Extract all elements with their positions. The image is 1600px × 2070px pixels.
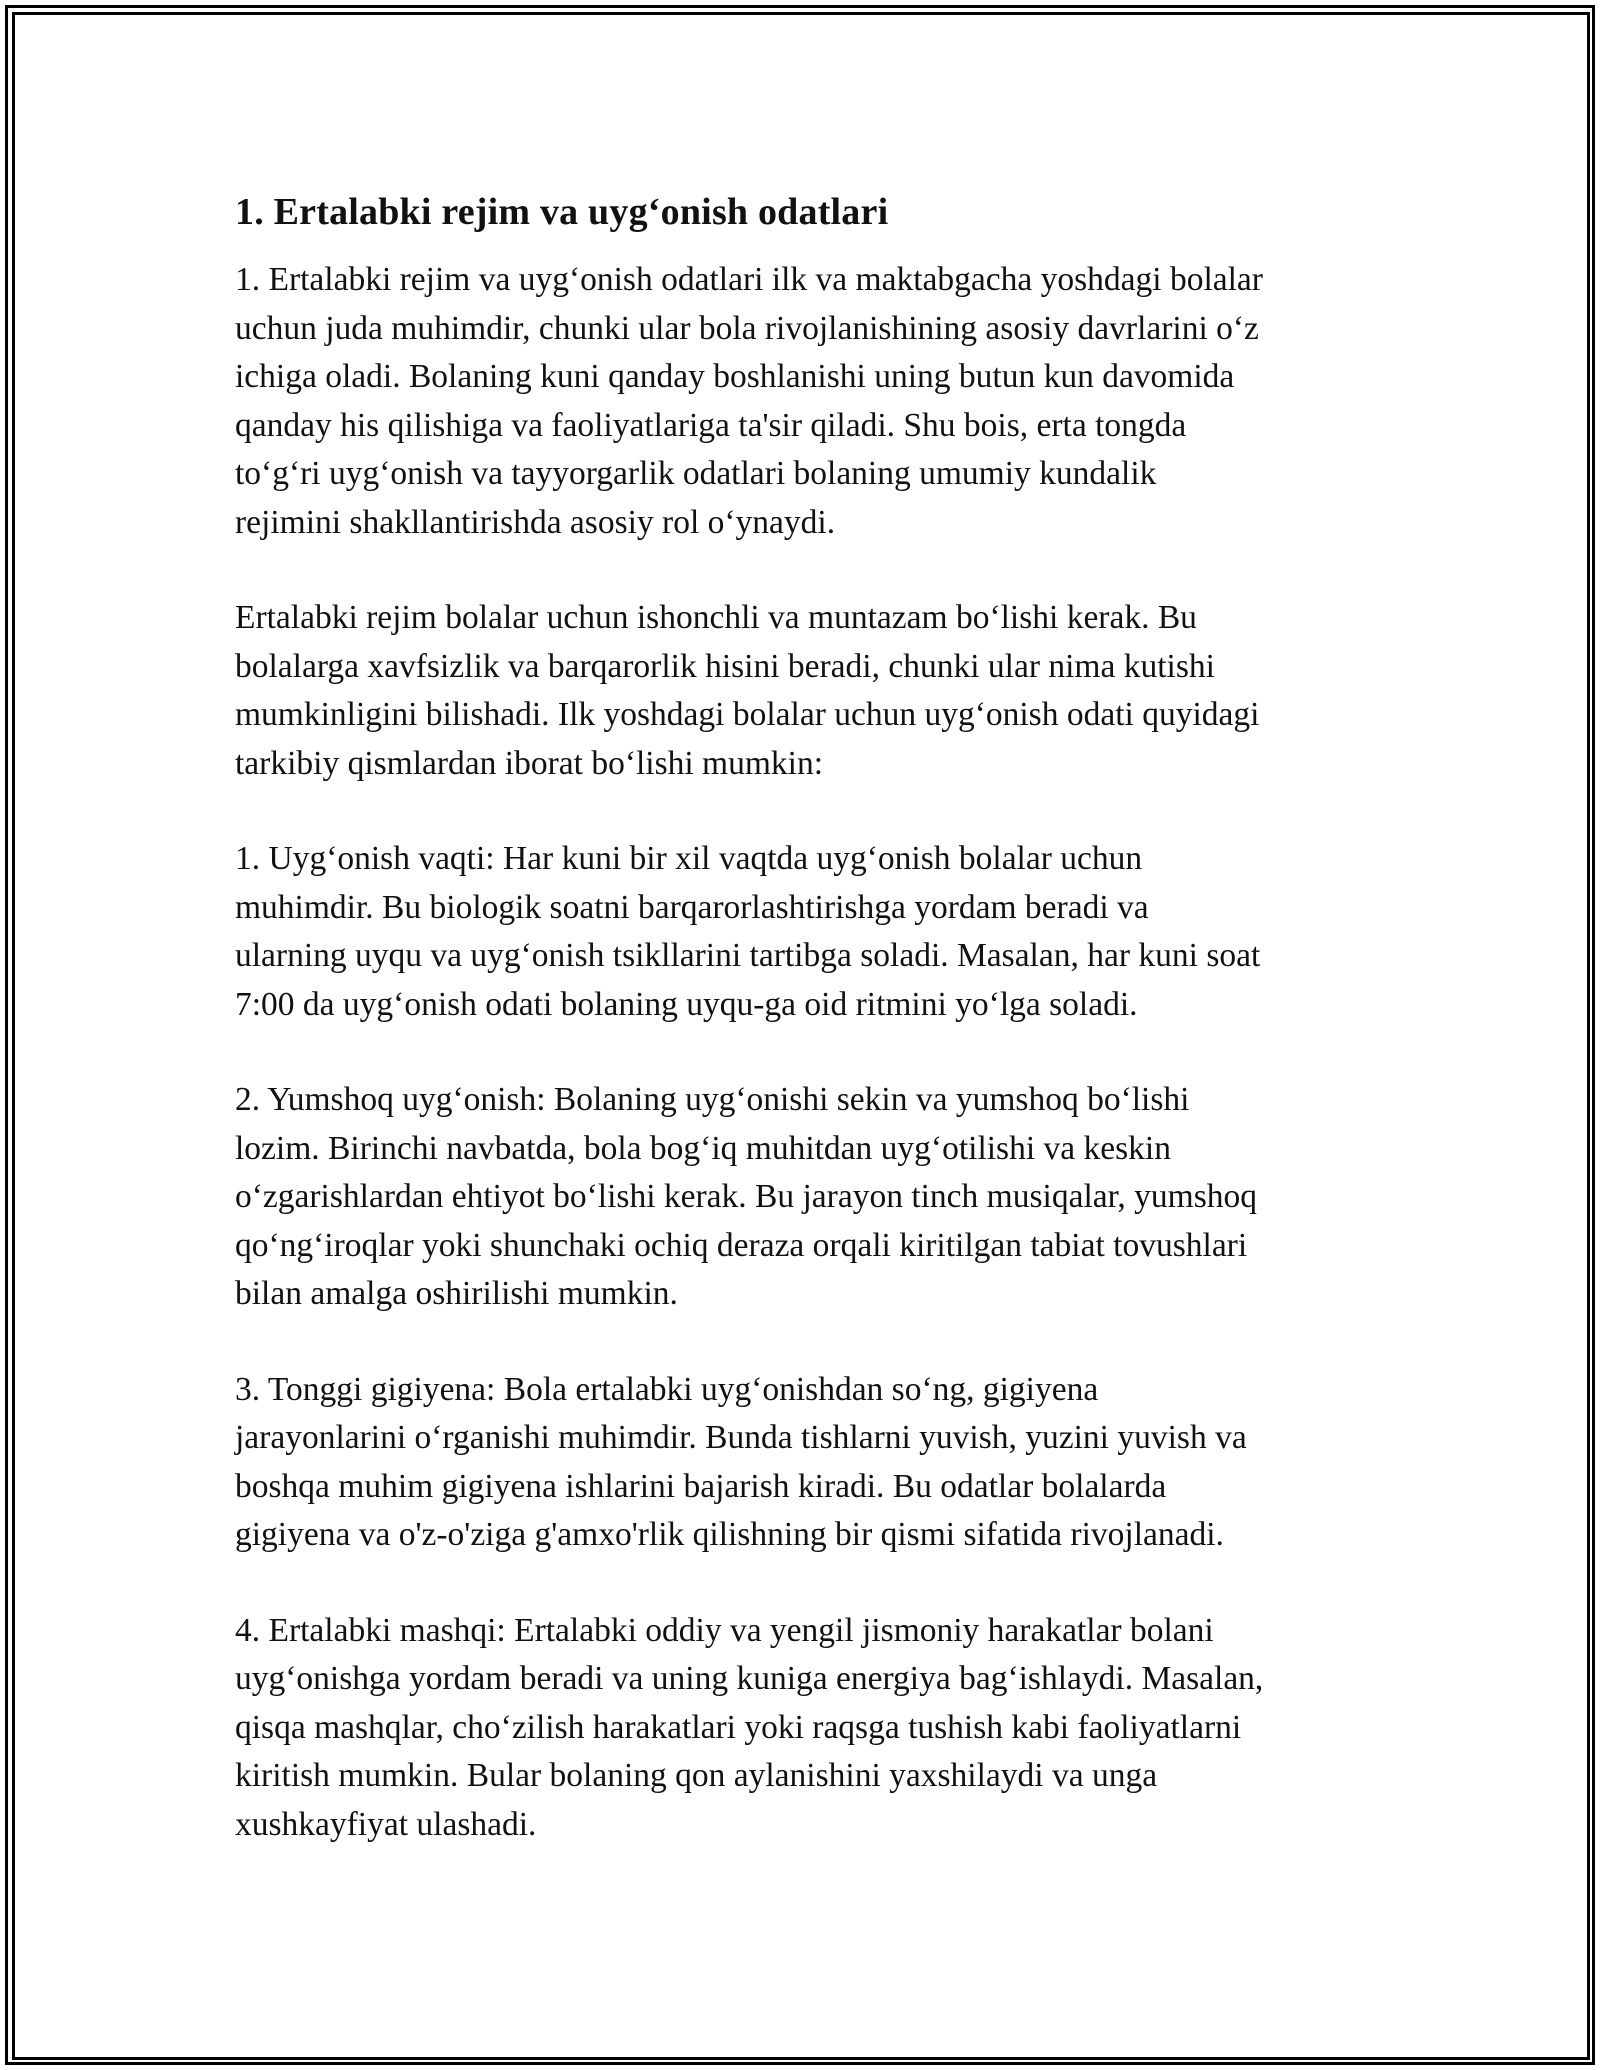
paragraph-gentle-waking: 2. Yumshoq uyg‘onish: Bolaning uyg‘onishi sekin va yumshoq bo‘lishi lozim. Birinchi navbatda, bola bog‘iq muhitdan uyg‘otilishi va keskin o‘zgarishlardan ehtiyot bo‘lishi kerak. Bu jarayon tinch musiqalar, yumshoq qo‘ng‘iroqlar yoki shunchaki ochiq deraza orqali kiritilgan tabiat tovushlari bilan amalga oshirilishi mumkin. xyxy=(235,1081,1258,1312)
paragraph-morning-exercise: 4. Ertalabki mashqi: Ertalabki oddiy va yengil jismoniy harakatlar bolani uyg‘onishga yordam beradi va uning kuniga energiya bag‘ishlaydi. Masalan, qisqa mashqlar, cho‘zilish harakatlari yoki raqsga tushish kabi faoliyatlarni kiritish mumkin. Bular bolaning qon aylanishini yaxshilaydi va unga xushkayfiyat ulashadi. xyxy=(235,1611,1264,1843)
paragraph-morning-hygiene: 3. Tonggi gigiyena: Bola ertalabki uyg‘onishdan so‘ng, gigiyena jarayonlarini o‘rganishi muhimdir. Bunda tishlarni yuvish, yuzini yuvish va boshqa muhim gigiyena ishlarini bajarish kiradi. Bu odatlar bolalarda gigiyena va o'z-o'ziga g'amxo'rlik qilishning bir qismi sifatida rivojlanadi. xyxy=(235,1370,1247,1553)
paragraph-wake-time: 1. Uyg‘onish vaqti: Har kuni bir xil vaqtda uyg‘onish bolalar uchun muhimdir. Bu biologik soatni barqarorlashtirishga yordam beradi va ularning uyqu va uyg‘onish tsikllarini tartibga soladi. Masalan, har kuni soat 7:00 da uyg‘onish odati bolaning uyqu-ga oid ritmini yo‘lga soladi. xyxy=(235,840,1261,1023)
document-body xyxy=(235,184,1385,1849)
section-heading: 1. Ertalabki rejim va uyg‘onish odatlari xyxy=(235,191,889,233)
paragraph-intro: 1. Ertalabki rejim va uyg‘onish odatlari ilk va maktabgacha yoshdagi bolalar uchun juda muhimdir, chunki ular bola rivojlanishining asosiy davrlarini o‘z ichiga oladi. Bolaning kuni qanday boshlanishi uning butun kun davomida qanday his qilishiga va faoliyatlariga ta'sir qiladi. Shu bois, erta tongda to‘g‘ri uyg‘onish va tayyorgarlik odatlari bolaning umumiy kundalik rejimini shakllantirishda asosiy rol o‘ynaydi. xyxy=(235,261,1263,541)
paragraph-routine: Ertalabki rejim bolalar uchun ishonchli va muntazam bo‘lishi kerak. Bu bolalarga xavfsizlik va barqarorlik hisini beradi, chunki ular nima kutishi mumkinligini bilishadi. Ilk yoshdagi bolalar uchun uyg‘onish odati quyidagi tarkibiy qismlardan iborat bo‘lishi mumkin: xyxy=(235,599,1260,782)
